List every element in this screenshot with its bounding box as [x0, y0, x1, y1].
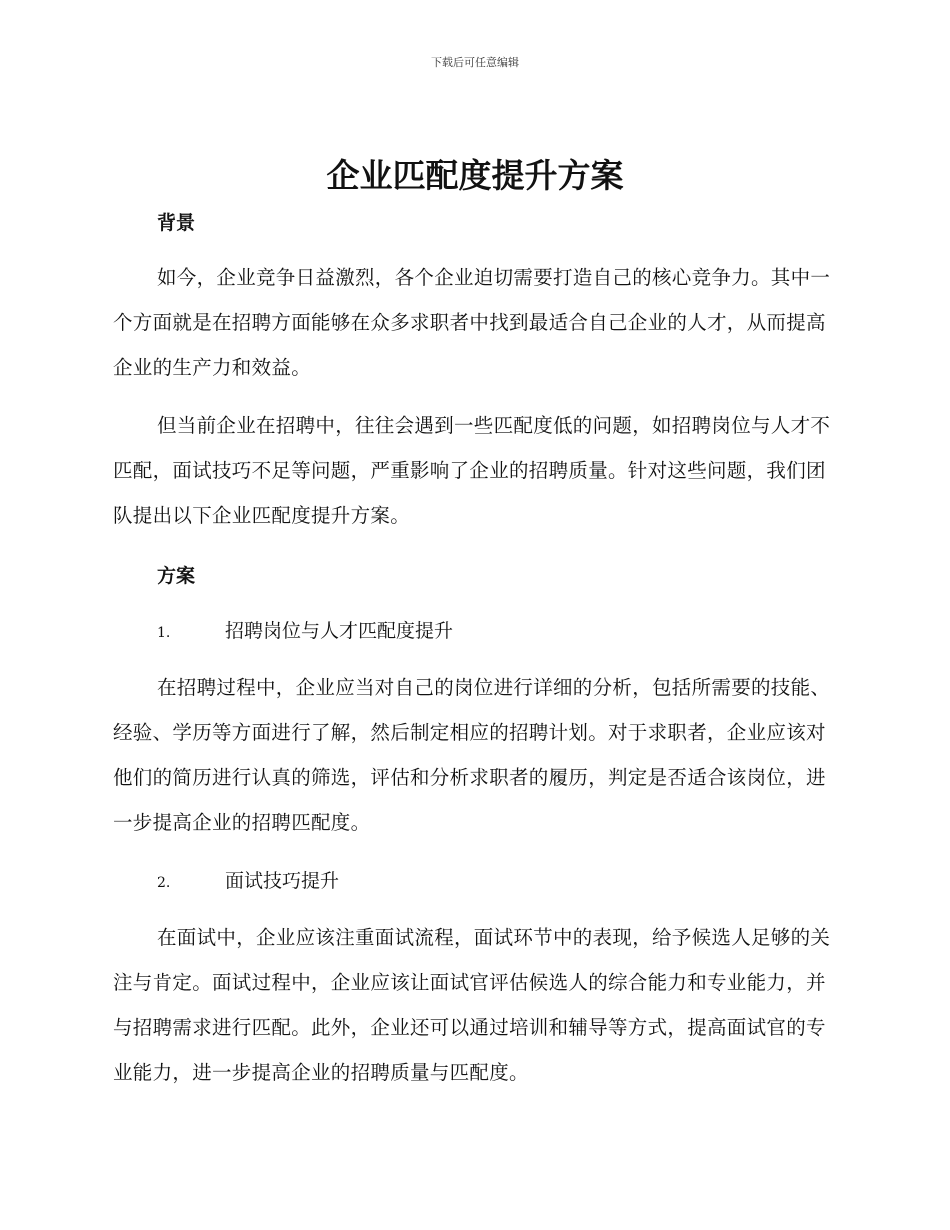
list-number: 1.: [157, 625, 171, 641]
paragraph-background-1: 如今，企业竞争日益激烈，各个企业迫切需要打造自己的核心竞争力。其中一个方面就是在招聘方面能够在众多求职者中找到最适合自己企业的人才，从而提高企业的生产力和效益。: [113, 266, 831, 379]
list-item-2: [157, 866, 339, 896]
paragraph-item-2: 在面试中，企业应该注重面试流程，面试环节中的表现，给予候选人足够的关注与肯定。面试过程中，企业应该让面试官评估候选人的综合能力和专业能力，并与招聘需求进行匹配。此外，企业还可以通过培训和辅导等方式，提高面试官的专业能力，进一步提高企业的招聘质量与匹配度。: [113, 926, 831, 1084]
header-note: 下载后可任意编辑: [431, 56, 519, 69]
section-heading-background: 背景: [157, 212, 196, 234]
list-number: 2.: [157, 875, 171, 891]
list-item-title: 招聘岗位与人才匹配度提升: [225, 620, 454, 642]
paragraph-background-2: 但当前企业在招聘中，往往会遇到一些匹配度低的问题，如招聘岗位与人才不匹配，面试技巧不足等问题，严重影响了企业的招聘质量。针对这些问题，我们团队提出以下企业匹配度提升方案。: [113, 414, 831, 527]
document-title: 企业匹配度提升方案: [326, 156, 624, 195]
list-item-1: [157, 616, 453, 646]
paragraph-item-1: 在招聘过程中，企业应当对自己的岗位进行详细的分析，包括所需要的技能、经验、学历等方面进行了解，然后制定相应的招聘计划。对于求职者，企业应该对他们的简历进行认真的筛选，评估和分析求职者的履历，判定是否适合该岗位，进一步提高企业的招聘匹配度。: [113, 676, 831, 834]
list-item-title: 面试技巧提升: [225, 870, 340, 892]
section-heading-plan: 方案: [157, 565, 196, 587]
